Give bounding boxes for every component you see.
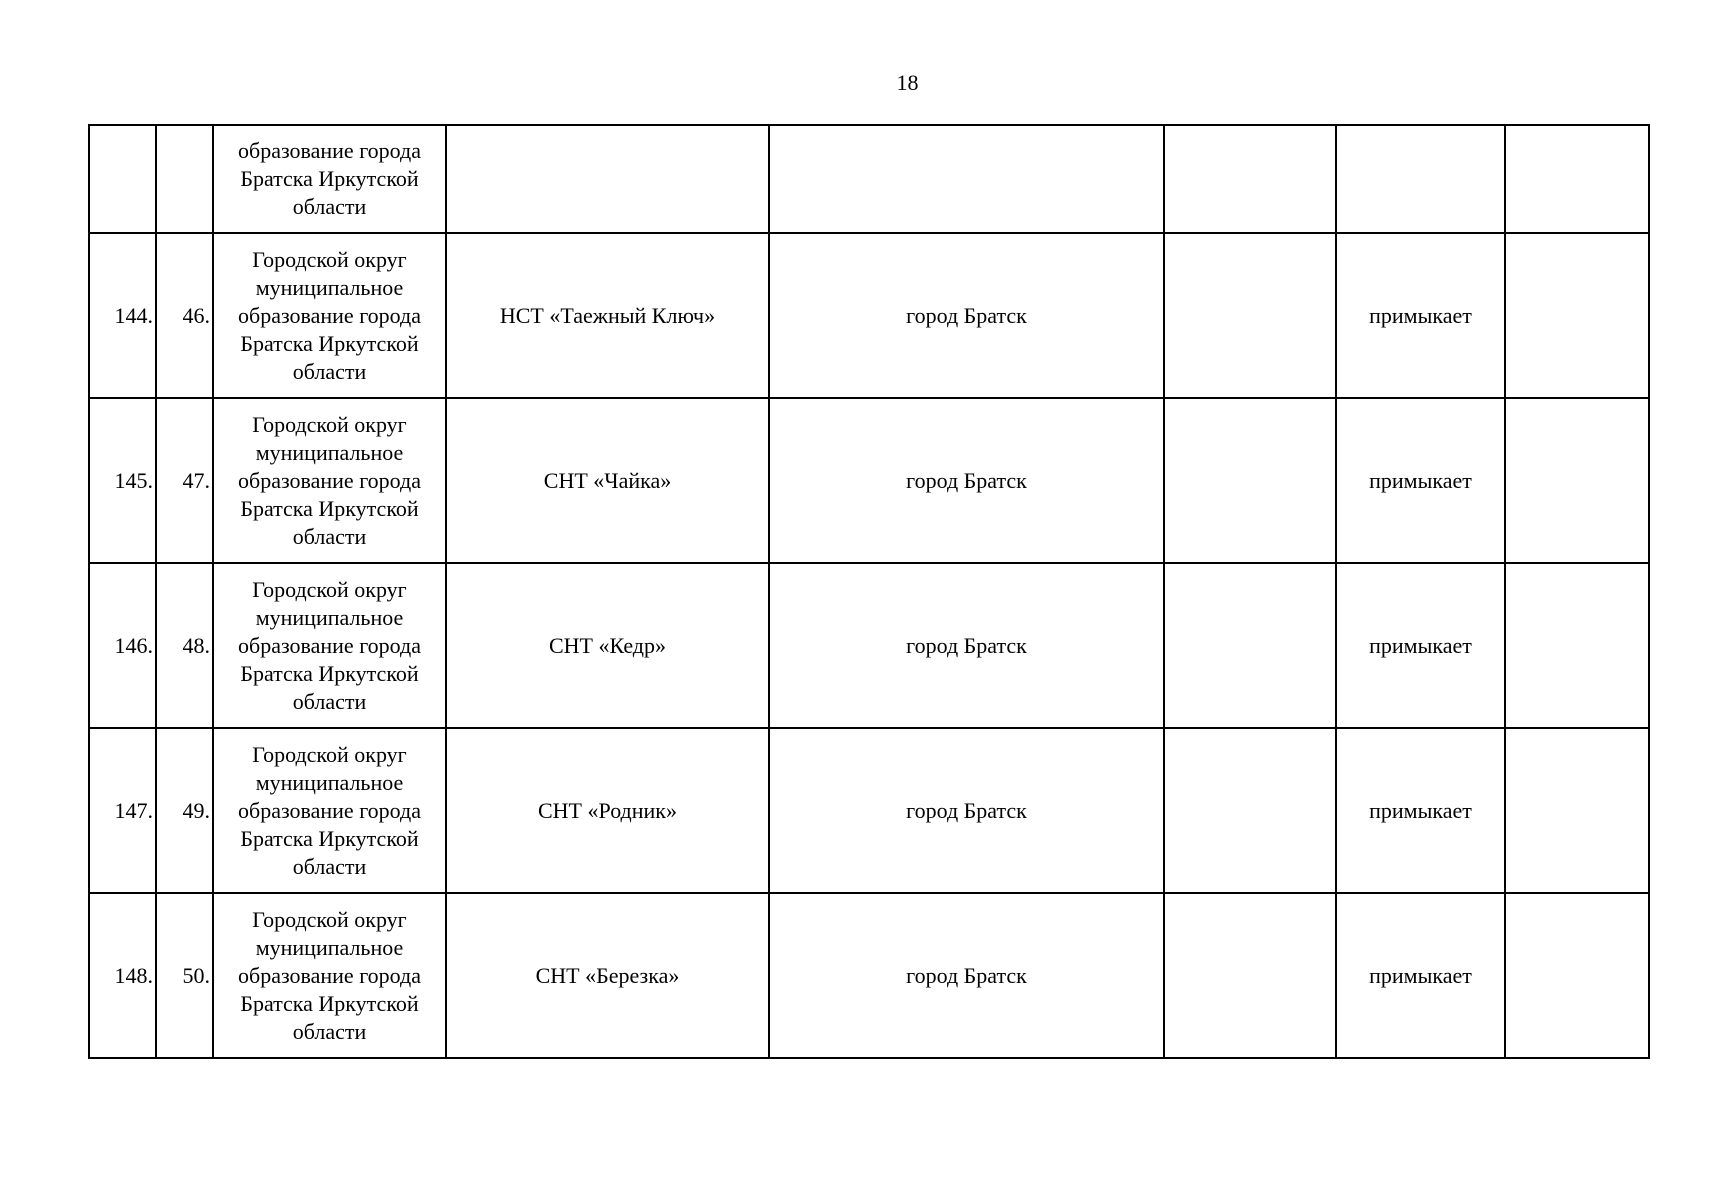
settlement-name-cell: СНТ «Березка» xyxy=(446,893,769,1058)
municipality-line: муниципальное xyxy=(255,274,404,300)
municipality-cell xyxy=(213,563,446,728)
table-row xyxy=(89,125,1649,233)
relation-cell: примыкает xyxy=(1336,233,1505,398)
municipality-line: Братска Иркутской xyxy=(240,330,419,356)
table-row xyxy=(89,893,1649,1058)
relation-cell: примыкает xyxy=(1336,563,1505,728)
empty-cell xyxy=(1164,728,1336,893)
row-number-cell: 148. xyxy=(89,893,156,1058)
row-number-cell: 144. xyxy=(89,233,156,398)
settlement-name-cell: СНТ «Кедр» xyxy=(446,563,769,728)
settlement-name-cell: СНТ «Родник» xyxy=(446,728,769,893)
municipality-line: образование города xyxy=(238,797,421,823)
row-number-cell: 147. xyxy=(89,728,156,893)
municipality-line: Братска Иркутской xyxy=(240,825,419,851)
municipality-line: Городской округ xyxy=(252,246,407,272)
empty-cell xyxy=(1505,125,1649,233)
location-cell: город Братск xyxy=(769,398,1164,563)
table-row xyxy=(89,398,1649,563)
table-row xyxy=(89,233,1649,398)
relation-cell: примыкает xyxy=(1336,893,1505,1058)
settlement-name-cell: НСТ «Таежный Ключ» xyxy=(446,233,769,398)
municipality-line: области xyxy=(292,1018,367,1044)
location-cell: город Братск xyxy=(769,893,1164,1058)
empty-cell xyxy=(1164,893,1336,1058)
row-subnumber-cell: 47. xyxy=(156,398,213,563)
relation-cell xyxy=(1336,125,1505,233)
location-cell xyxy=(769,125,1164,233)
row-subnumber-cell: 49. xyxy=(156,728,213,893)
municipality-line: Городской округ xyxy=(252,411,407,437)
municipality-cell xyxy=(213,125,446,233)
empty-cell xyxy=(1164,398,1336,563)
municipality-line: муниципальное xyxy=(255,769,404,795)
location-cell: город Братск xyxy=(769,233,1164,398)
municipality-line: образование города xyxy=(238,302,421,328)
settlement-name-cell xyxy=(446,125,769,233)
empty-cell xyxy=(1505,398,1649,563)
empty-cell xyxy=(1505,728,1649,893)
municipality-cell xyxy=(213,233,446,398)
municipality-line: Братска Иркутской xyxy=(240,495,419,521)
empty-cell xyxy=(1164,233,1336,398)
municipality-line: Братска Иркутской xyxy=(240,660,419,686)
settlements-table xyxy=(88,124,1650,1059)
municipality-line: области xyxy=(292,853,367,879)
municipality-line: муниципальное xyxy=(255,439,404,465)
municipality-line: Городской округ xyxy=(252,741,407,767)
empty-cell xyxy=(1505,233,1649,398)
row-subnumber-cell: 48. xyxy=(156,563,213,728)
row-number-cell: 146. xyxy=(89,563,156,728)
municipality-line: образование города xyxy=(238,962,421,988)
row-number-cell: 145. xyxy=(89,398,156,563)
municipality-line: Братска Иркутской xyxy=(240,990,419,1016)
municipality-line: Городской округ xyxy=(252,576,407,602)
municipality-cell xyxy=(213,728,446,893)
table-row xyxy=(89,563,1649,728)
municipality-line: Городской округ xyxy=(252,906,407,932)
table-row xyxy=(89,728,1649,893)
location-cell: город Братск xyxy=(769,728,1164,893)
page-number: 18 xyxy=(896,70,919,95)
municipality-line: муниципальное xyxy=(255,604,404,630)
municipality-line: образование города xyxy=(238,467,421,493)
row-number-cell xyxy=(89,125,156,233)
row-subnumber-cell: 50. xyxy=(156,893,213,1058)
municipality-line: образование города xyxy=(238,632,421,658)
settlement-name-cell: СНТ «Чайка» xyxy=(446,398,769,563)
relation-cell: примыкает xyxy=(1336,728,1505,893)
municipality-line: области xyxy=(292,358,367,384)
municipality-line: образование города xyxy=(238,138,421,163)
relation-cell: примыкает xyxy=(1336,398,1505,563)
municipality-line: муниципальное xyxy=(255,934,404,960)
municipality-cell xyxy=(213,398,446,563)
municipality-line: Братска Иркутской xyxy=(240,166,419,191)
municipality-line: области xyxy=(292,194,367,219)
empty-cell xyxy=(1505,563,1649,728)
municipality-line: области xyxy=(292,523,367,549)
empty-cell xyxy=(1164,563,1336,728)
municipality-cell xyxy=(213,893,446,1058)
row-subnumber-cell xyxy=(156,125,213,233)
row-subnumber-cell: 46. xyxy=(156,233,213,398)
empty-cell xyxy=(1164,125,1336,233)
empty-cell xyxy=(1505,893,1649,1058)
location-cell: город Братск xyxy=(769,563,1164,728)
municipality-line: области xyxy=(292,688,367,714)
